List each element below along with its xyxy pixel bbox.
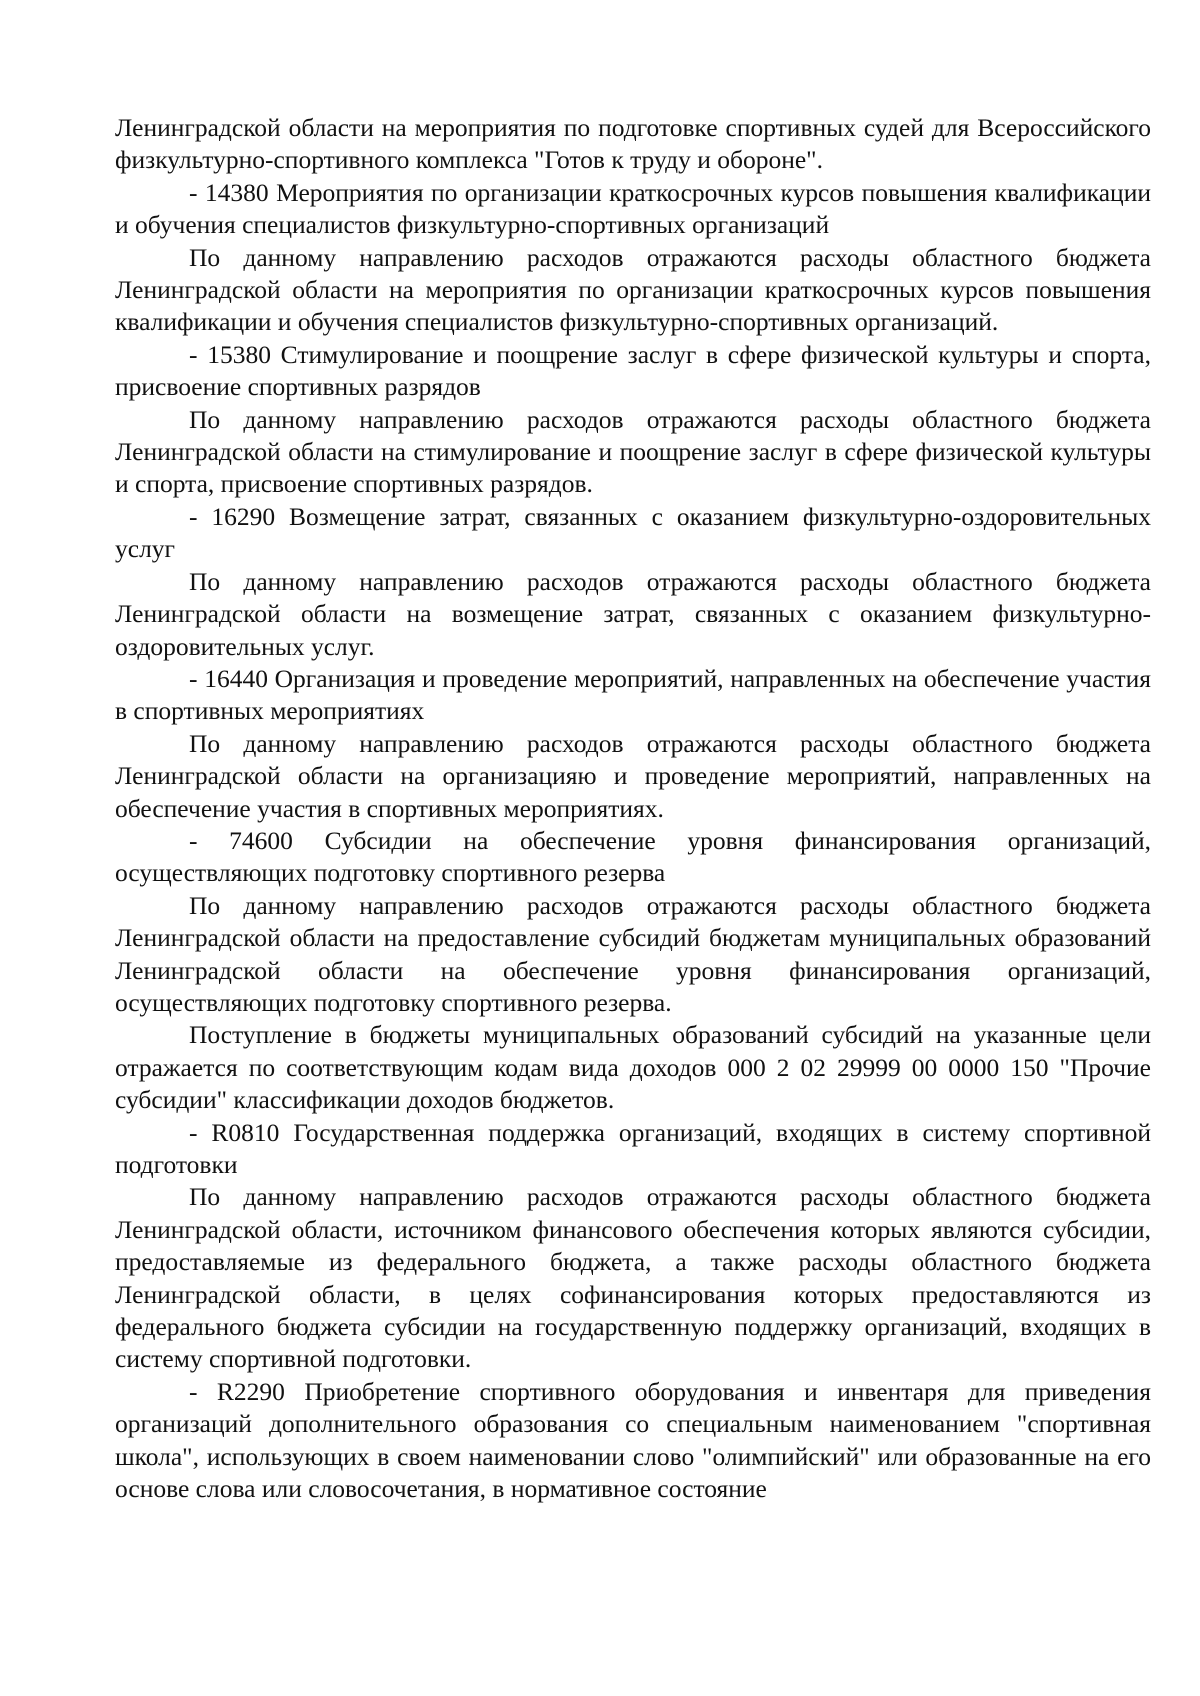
paragraph-8-heading-16440: - 16440 Организация и проведение мероприятий, направленных на обеспечение участия в спортивных мероприятиях: [115, 663, 1151, 726]
paragraph-6-heading-16290: - 16290 Возмещение затрат, связанных с оказанием физкультурно-оздоровительных услуг: [115, 501, 1151, 564]
paragraph-1: Ленинградской области на мероприятия по подготовке спортивных судей для Всероссийского физкультурно-спортивного комплекса "Готов к труду и обороне".: [115, 113, 1151, 175]
paragraph-3: По данному направлению расходов отражаются расходы областного бюджета Ленинградской области на мероприятия по организации краткосрочных курсов повышения квалификации и обучения специалистов физкультурно-спортивных организаций.: [115, 242, 1151, 337]
paragraph-5: По данному направлению расходов отражаются расходы областного бюджета Ленинградской области на стимулирование и поощрение заслуг в сфере физической культуры и спорта, присвоение спортивных разрядов.: [115, 404, 1151, 499]
paragraph-2-heading-14380: - 14380 Мероприятия по организации краткосрочных курсов повышения квалификации и обучения специалистов физкультурно-спортивных организаций: [115, 177, 1151, 240]
paragraph-11: По данному направлению расходов отражаются расходы областного бюджета Ленинградской области на предоставление субсидий бюджетам муниципальных образований Ленинградской области на обеспечение уровня финансирования организаций, осуществляющих подготовку спортивного резерва.: [115, 890, 1151, 1017]
paragraph-14: По данному направлению расходов отражаются расходы областного бюджета Ленинградской области, источником финансового обеспечения которых являются субсидии, предоставляемые из федерального бюджета, а также расходы областного бюджета Ленинградской области, в целях софинансирования которых предоставляются из федерального бюджета субсидии на государственную поддержку организаций, входящих в систему спортивной подготовки.: [115, 1182, 1151, 1374]
paragraph-7: По данному направлению расходов отражаются расходы областного бюджета Ленинградской области на возмещение затрат, связанных с оказанием физкультурно-оздоровительных услуг.: [115, 566, 1151, 661]
paragraph-13-heading-r0810: - R0810 Государственная поддержка организаций, входящих в систему спортивной подготовки: [115, 1117, 1151, 1179]
paragraph-15-heading-r2290: - R2290 Приобретение спортивного оборудования и инвентаря для приведения организаций дополнительного образования со специальным наименованием "спортивная школа", использующих в своем наименовании слово "олимпийский" или образованные на его основе слова или словосочетания, в нормативное состояние: [115, 1376, 1151, 1504]
paragraph-12: Поступление в бюджеты муниципальных образований субсидий на указанные цели отражается по соответствующим кодам вида доходов 000 2 02 29999 00 0000 150 "Прочие субсидии" классификации доходов бюджетов.: [115, 1020, 1151, 1115]
document-page: [115, 112, 1151, 1505]
paragraph-9: По данному направлению расходов отражаются расходы областного бюджета Ленинградской области на организацияю и проведение мероприятий, направленных на обеспечение участия в спортивных мероприятиях.: [115, 728, 1151, 823]
paragraph-4-heading-15380: - 15380 Стимулирование и поощрение заслуг в сфере физической культуры и спорта, присвоение спортивных разрядов: [115, 339, 1151, 402]
paragraph-10-heading-74600: - 74600 Субсидии на обеспечение уровня финансирования организаций, осуществляющих подготовку спортивного резерва: [115, 825, 1151, 888]
